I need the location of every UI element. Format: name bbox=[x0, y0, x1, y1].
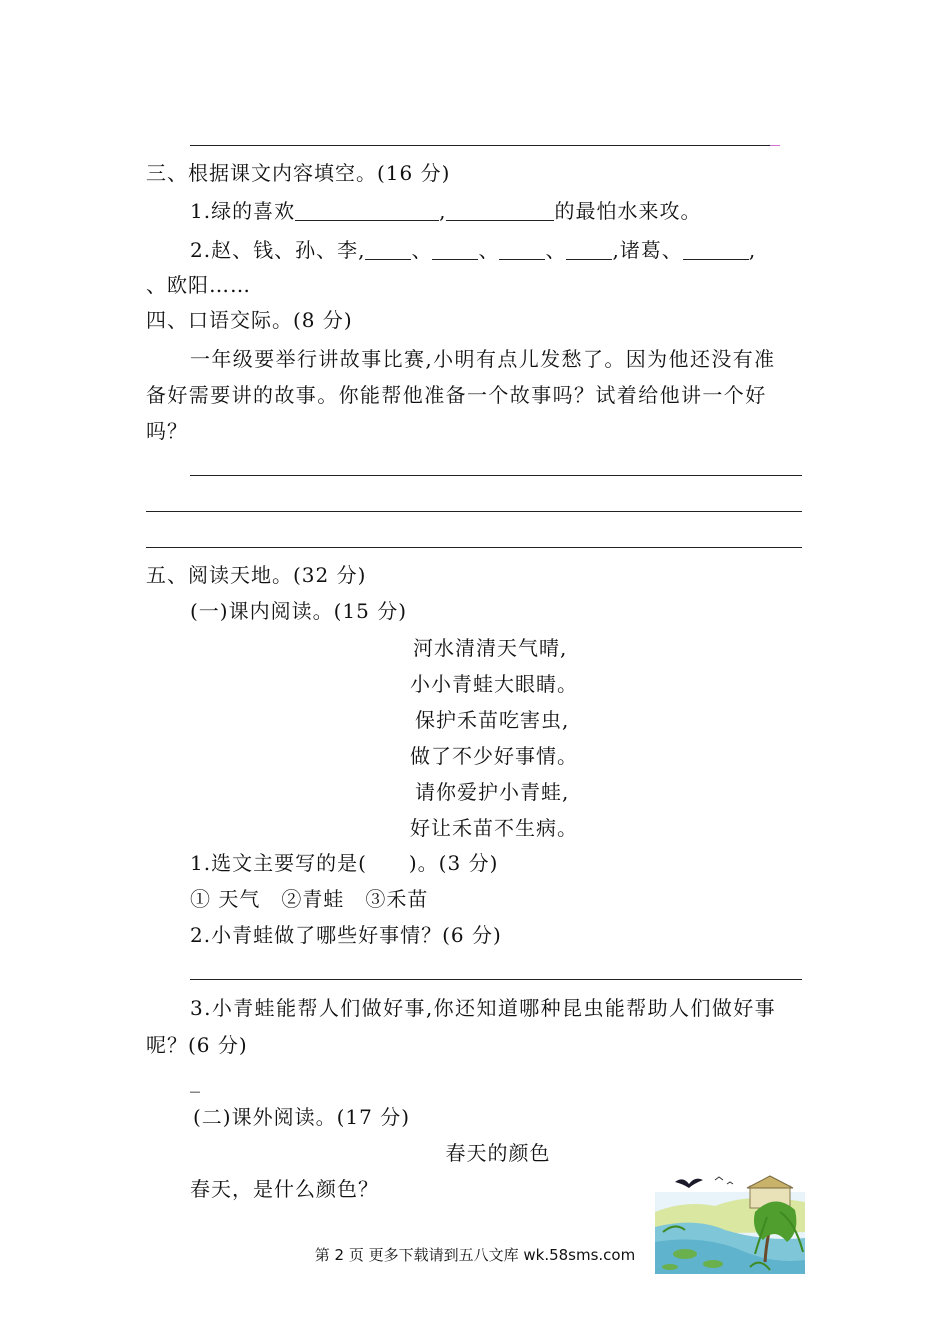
q1-blank-2[interactable] bbox=[446, 200, 554, 221]
q2-sep: 、 bbox=[478, 238, 500, 262]
q1-blank-1[interactable] bbox=[295, 200, 439, 221]
q2-blank-1[interactable] bbox=[365, 239, 411, 260]
answer-dash: _ bbox=[190, 1069, 201, 1093]
q2-blank-3[interactable] bbox=[499, 239, 545, 260]
q2-sep: 、 bbox=[411, 238, 433, 262]
poem-line: 做了不少好事情。 bbox=[410, 744, 578, 768]
q2-blank-2[interactable] bbox=[432, 239, 478, 260]
answer-line[interactable] bbox=[146, 547, 802, 548]
page-footer: 第 2 页 更多下载请到五八文库 wk.58sms.com bbox=[314, 1246, 636, 1264]
poem-line: 小小青蛙大眼睛。 bbox=[410, 672, 578, 696]
section4-line2: 备好需要讲的故事。你能帮他准备一个故事吗？试着给他讲一个好 bbox=[146, 383, 767, 407]
part1-q1: 1.选文主要写的是( )。(3 分) bbox=[190, 851, 499, 875]
story-line1: 春天，是什么颜色？ bbox=[190, 1177, 379, 1201]
section4-heading: 四、口语交际。(8 分) bbox=[146, 308, 353, 332]
answer-line bbox=[190, 145, 770, 146]
section3-q2-line2: 、欧阳…… bbox=[146, 273, 251, 297]
section3-heading: 三、根据课文内容填空。(16 分) bbox=[146, 161, 451, 185]
part1-q3-line1: 3.小青蛙能帮人们做好事,你还知道哪种昆虫能帮助人们做好事 bbox=[190, 996, 777, 1020]
section3-q1 bbox=[190, 198, 701, 224]
section5-heading: 五、阅读天地。(32 分) bbox=[146, 563, 367, 587]
pink-mark bbox=[770, 145, 780, 146]
poem-line: 河水清清天气晴, bbox=[413, 636, 568, 660]
q2-blank-5[interactable] bbox=[683, 239, 749, 260]
q1-suffix: 的最怕水来攻。 bbox=[554, 199, 702, 223]
q2-end: , bbox=[748, 238, 757, 262]
poem-line: 请你爱护小青蛙, bbox=[415, 780, 570, 804]
q1-mid: , bbox=[439, 199, 447, 223]
answer-line[interactable] bbox=[190, 979, 802, 980]
answer-line[interactable] bbox=[190, 475, 802, 476]
poem-line: 好让禾苗不生病。 bbox=[410, 816, 578, 840]
q2-blank-4[interactable] bbox=[566, 239, 612, 260]
part1-q1-options: ① 天气 ②青蛙 ③禾苗 bbox=[190, 887, 429, 911]
part1-heading: (一)课内阅读。(15 分) bbox=[190, 599, 408, 623]
q2-mid: ,诸葛、 bbox=[612, 238, 683, 262]
poem-line: 保护禾苗吃害虫, bbox=[415, 708, 570, 732]
part1-q3-line2: 呢？(6 分) bbox=[146, 1033, 248, 1057]
section3-q2 bbox=[190, 237, 756, 263]
answer-line[interactable] bbox=[146, 511, 802, 512]
q2-prefix: 2.赵、钱、孙、李, bbox=[190, 238, 366, 262]
part1-q2: 2.小青蛙做了哪些好事情？(6 分) bbox=[190, 923, 502, 947]
story-title: 春天的颜色 bbox=[445, 1141, 551, 1165]
section4-line3: 吗？ bbox=[146, 419, 188, 443]
part2-heading: (二)课外阅读。(17 分) bbox=[193, 1105, 411, 1129]
q2-sep: 、 bbox=[545, 238, 567, 262]
section4-line1: 一年级要举行讲故事比赛,小明有点儿发愁了。因为他还没有准 bbox=[190, 347, 776, 371]
q1-prefix: 1.绿的喜欢 bbox=[190, 199, 296, 223]
